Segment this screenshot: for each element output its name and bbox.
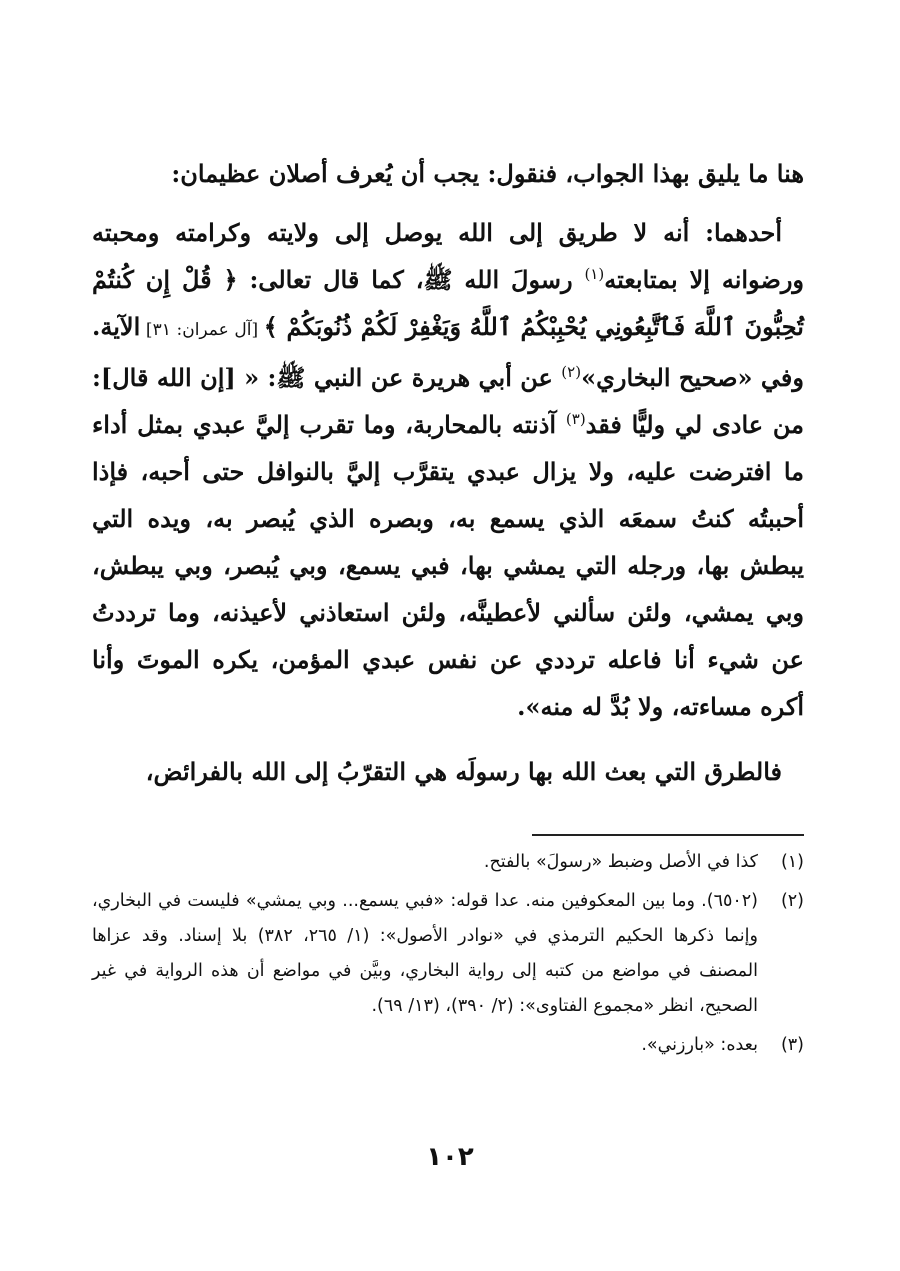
hadith-text: آذنته بالمحاربة، وما تقرب إليَّ عبدي بمثل أداء ما افترضت عليه، ولا يزال عبدي يتقرَّب إليَّ بالنوافل حتى أحبه، فإذا أحببتُه كنتُ سمعَه الذي يسمع به، وبصره الذي يُبصر به، ويده التي يبطش بها، ورجله التي يمشي بها، فبي يسمع، وبي يُبصر، وبي يبطش، وبي يمشي، ولئن سألني لأعطينَّه، ولئن استعاذني لأعيذنه، وما ترددتُ عن شيء أنا فاعله ترددي عن نفس عبدي المؤمن، يكره الموتَ وأنا أكره مساءته، ولا بُدَّ له منه». [92, 410, 805, 721]
footnote-2 [92, 884, 804, 1024]
footnote-number: (١) [780, 852, 804, 872]
verse-reference: [آل عمران: ٣١] [140, 320, 264, 340]
page-number: ١٠٢ [426, 1142, 474, 1172]
footnote-3 [92, 1028, 804, 1063]
footnote-ref-2[interactable]: (٢) [561, 363, 582, 381]
paragraph-intro-text: هنا ما يليق بهذا الجواب، فنقول: يجب أن يُعرف أصلان عظيمان: [171, 159, 804, 188]
footnote-number: (٣) [780, 1035, 804, 1055]
paragraph-text-part: عن أبي هريرة عن النبي ﷺ: « [إن الله قال]: من عادى لي وليًّا فقد [92, 363, 805, 439]
paragraph-first-principle [92, 209, 804, 730]
paragraph-text-part: رسولَ الله ﷺ، كما قال تعالى: [237, 265, 585, 294]
paragraph-continuation-text: فالطرق التي بعث الله بها رسولَه هي التقرّبُ إلى الله بالفرائض، [145, 757, 782, 786]
footnote-number: (٢) [780, 891, 804, 911]
footnote-text: كذا في الأصل وضبط «رسولَ» بالفتح. [483, 852, 758, 872]
paragraph-continuation [92, 748, 804, 795]
quran-verse: ﴿ قُلْ إِن كُنتُمْ تُحِبُّونَ ٱللَّهَ فَٱتَّبِعُونِي يُحْبِبْكُمُ ٱللَّهُ وَيَغْفِرْ لَكُمْ ذُنُوبَكُمْ ﴾ [92, 265, 804, 341]
footnote-divider [532, 834, 804, 836]
paragraph-text-part: : أنه لا طريق إلى الله يوصل إلى ولايته وكرامته ومحبته ورضوانه إلا بمتابعته [92, 218, 805, 294]
paragraph-text-part: الآية. وفي «صحيح البخاري» [92, 312, 804, 392]
main-text [92, 150, 804, 813]
paragraph-intro [92, 150, 804, 197]
footnote-ref-1[interactable]: (١) [584, 265, 605, 283]
footnote-ref-3[interactable]: (٣) [565, 410, 586, 428]
footnote-1 [92, 845, 804, 880]
principle-lead: أحدهما [714, 218, 782, 247]
footnotes-section [92, 845, 804, 1067]
footnote-text: بعده: «بارزني». [641, 1035, 758, 1055]
footnote-text: (٦٥٠٢). وما بين المعكوفين منه. عدا قوله: «فبي يسمع... وبي يمشي» فليست في البخاري، وإنما ذكرها الحكيم الترمذي في «نوادر الأصول»: (١/ ٢٦٥، ٣٨٢) بلا إسناد. وقد عزاها المصنف في مواضع من كتبه إلى رواية البخاري، وبيَّن في مواضع أن هذه الرواية في غير الصحيح، انظر «مجموع الفتاوى»: (٢/ ٣٩٠)، (١٣/ ٦٩). [92, 891, 758, 1016]
